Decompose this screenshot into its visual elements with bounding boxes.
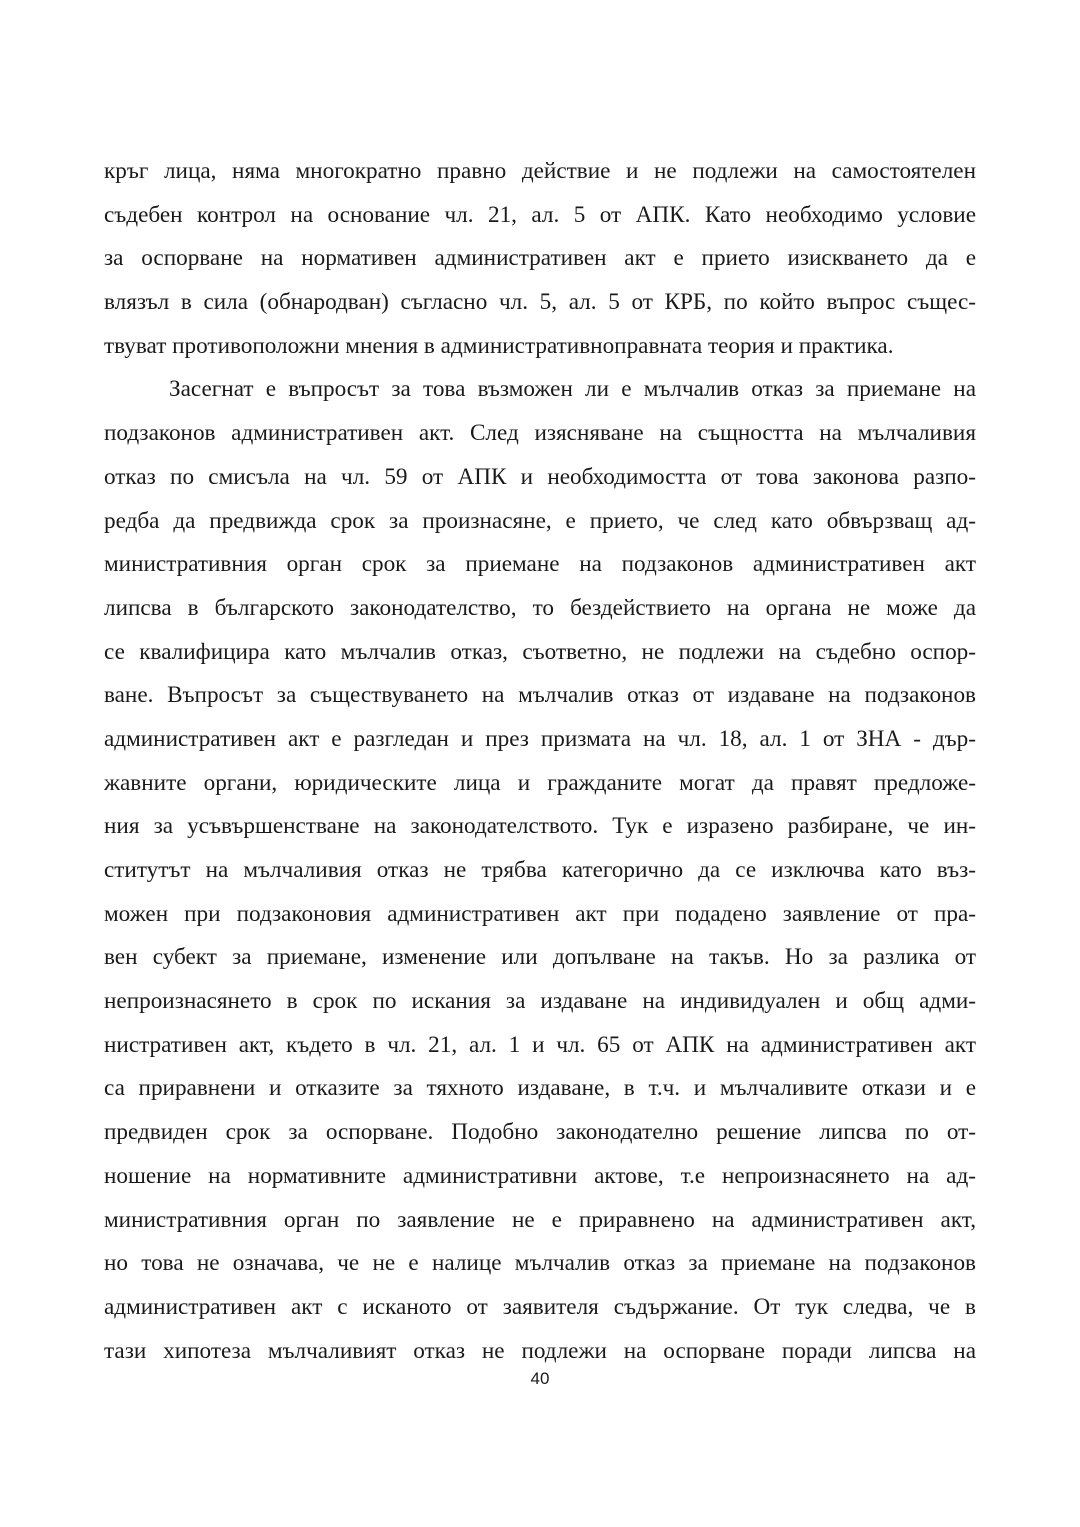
text-line: са приравнени и отказите за тяхното издаване, в т.ч. и мълчаливите откази и е [104, 1075, 976, 1102]
text-line: ношение на нормативните административни актове, т.е непроизнасянето на ад- [104, 1162, 976, 1189]
text-line: ститутът на мълчаливия отказ не трябва категорично да се изключва като въз- [104, 857, 976, 883]
text-line: тази хипотеза мълчаливият отказ не подлежи на оспорване поради липсва на [104, 1337, 976, 1364]
text-line: ване. Въпросът за съществуването на мълчалив отказ от издаване на подзаконов [104, 682, 976, 709]
text-line: подзаконов административен акт. След изясняване на същността на мълчаливия [104, 420, 976, 447]
text-line: вен субект за приемане, изменение или допълване на такъв. Но за разлика от [104, 944, 976, 971]
text-line: административен акт е разгледан и през призмата на чл. 18, ал. 1 от ЗНА - дър- [104, 725, 976, 752]
body-text [104, 150, 976, 1373]
text-line: липсва в българското законодателство, то бездействието на органа не може да [104, 594, 976, 621]
text-line: непроизнасянето в срок по искания за издаване на индивидуален и общ адми- [104, 988, 976, 1015]
text-line: ния за усъвършенстване на законодателството. Тук е изразено разбиране, че ин- [104, 813, 976, 840]
text-line: но това не означава, че не е налице мълчалив отказ за приемане на подзаконов [104, 1250, 976, 1277]
text-line: се квалифицира като мълчалив отказ, съответно, не подлежи на съдебно оспор- [104, 638, 976, 665]
text-line: кръг лица, няма многократно правно действие и не подлежи на самостоятелен [104, 158, 976, 184]
page-number: 40 [530, 1369, 550, 1388]
text-line: предвиден срок за оспорване. Подобно законодателно решение липсва по от- [104, 1119, 976, 1146]
text-line: министративния орган по заявление не е приравнено на административен акт, [104, 1206, 976, 1233]
text-line: отказ по смисъла на чл. 59 от АПК и необходимостта от това законова разпо- [104, 463, 976, 490]
text-line: влязъл в сила (обнародван) съгласно чл. 5, ал. 5 от КРБ, по който въпрос същес- [104, 289, 976, 316]
text-line: административен акт с исканото от заявителя съдържание. От тук следва, че в [104, 1293, 976, 1320]
text-line: съдебен контрол на основание чл. 21, ал. 5 от АПК. Като необходимо условие [104, 201, 976, 228]
paragraph-first-line: Засегнат е въпросът за това възможен ли е мълчалив отказ за приемане на [169, 376, 976, 403]
text-line: нистративен акт, където в чл. 21, ал. 1 и чл. 65 от АПК на административен акт [104, 1031, 976, 1058]
text-line: за оспорване на нормативен административен акт е прието изискването да е [104, 245, 976, 272]
text-line: можен при подзаконовия административен акт при подадено заявление от пра- [104, 900, 976, 927]
text-line: министративния орган срок за приемане на подзаконов административен акт [104, 551, 976, 578]
text-line: редба да предвижда срок за произнасяне, е прието, че след като обвързващ ад- [104, 507, 976, 534]
text-line: жавните органи, юридическите лица и гражданите могат да правят предложе- [104, 769, 976, 796]
text-line: твуват противоположни мнения в административноправната теория и практика. [104, 332, 894, 359]
